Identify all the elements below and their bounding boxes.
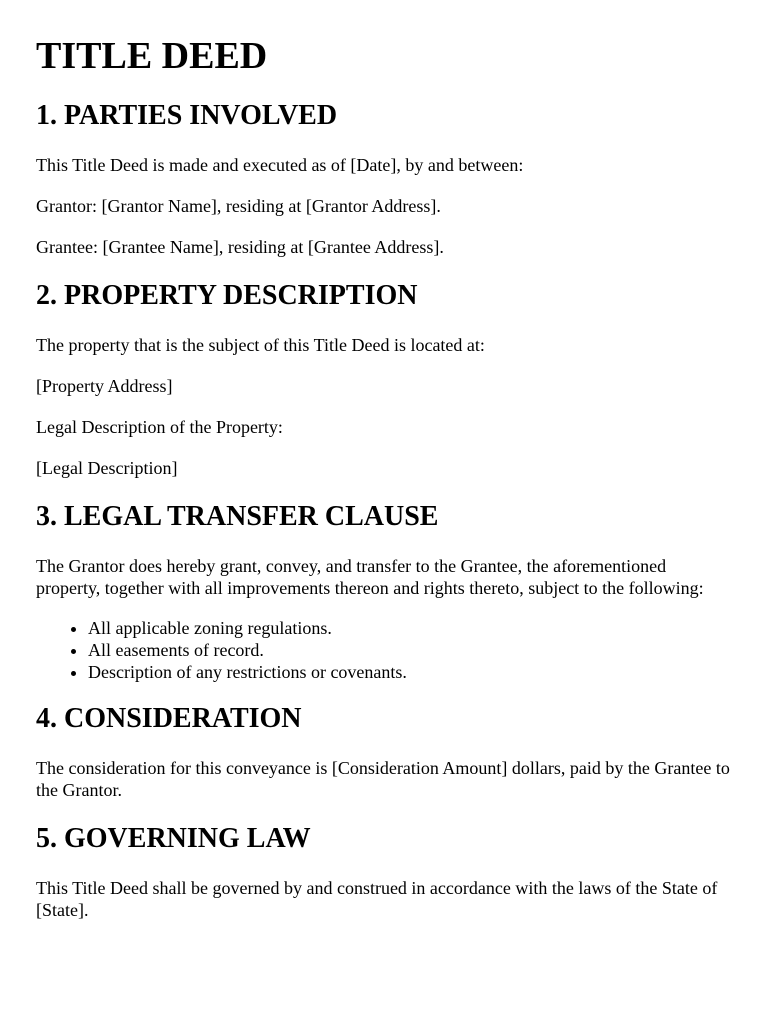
paragraph-property-address: [Property Address] <box>36 376 173 396</box>
section-heading-parties: 1. PARTIES INVOLVED <box>36 100 338 131</box>
list-item: • All easements of record. <box>88 639 734 661</box>
paragraph-property-intro: The property that is the subject of this Title Deed is located at: <box>36 335 485 355</box>
section-heading-property: 2. PROPERTY DESCRIPTION <box>36 280 418 311</box>
paragraph-transfer-clause: The Grantor does hereby grant, convey, and transfer to the Grantee, the aforementioned property, together with all improvements thereon and rights thereto, subject to the following: <box>36 556 704 598</box>
conditions-list <box>36 617 734 683</box>
section-heading-transfer: 3. LEGAL TRANSFER CLAUSE <box>36 501 439 532</box>
paragraph-parties-intro: This Title Deed is made and executed as of [Date], by and between: <box>36 155 524 175</box>
paragraph-grantor: Grantor: [Grantor Name], residing at [Grantor Address]. <box>36 196 441 216</box>
document-title: TITLE DEED <box>36 35 268 77</box>
paragraph-legal-description-label: Legal Description of the Property: <box>36 417 283 437</box>
paragraph-governing-law: This Title Deed shall be governed by and construed in accordance with the laws of the State of [State]. <box>36 878 718 920</box>
section-heading-governing-law: 5. GOVERNING LAW <box>36 823 311 854</box>
list-item: • Description of any restrictions or covenants. <box>88 661 734 683</box>
paragraph-consideration: The consideration for this conveyance is [Consideration Amount] dollars, paid by the Grantee to the Grantor. <box>36 758 730 800</box>
paragraph-legal-description: [Legal Description] <box>36 458 178 478</box>
list-item: • All applicable zoning regulations. <box>88 617 734 639</box>
section-heading-consideration: 4. CONSIDERATION <box>36 703 302 734</box>
paragraph-grantee: Grantee: [Grantee Name], residing at [Grantee Address]. <box>36 237 444 257</box>
